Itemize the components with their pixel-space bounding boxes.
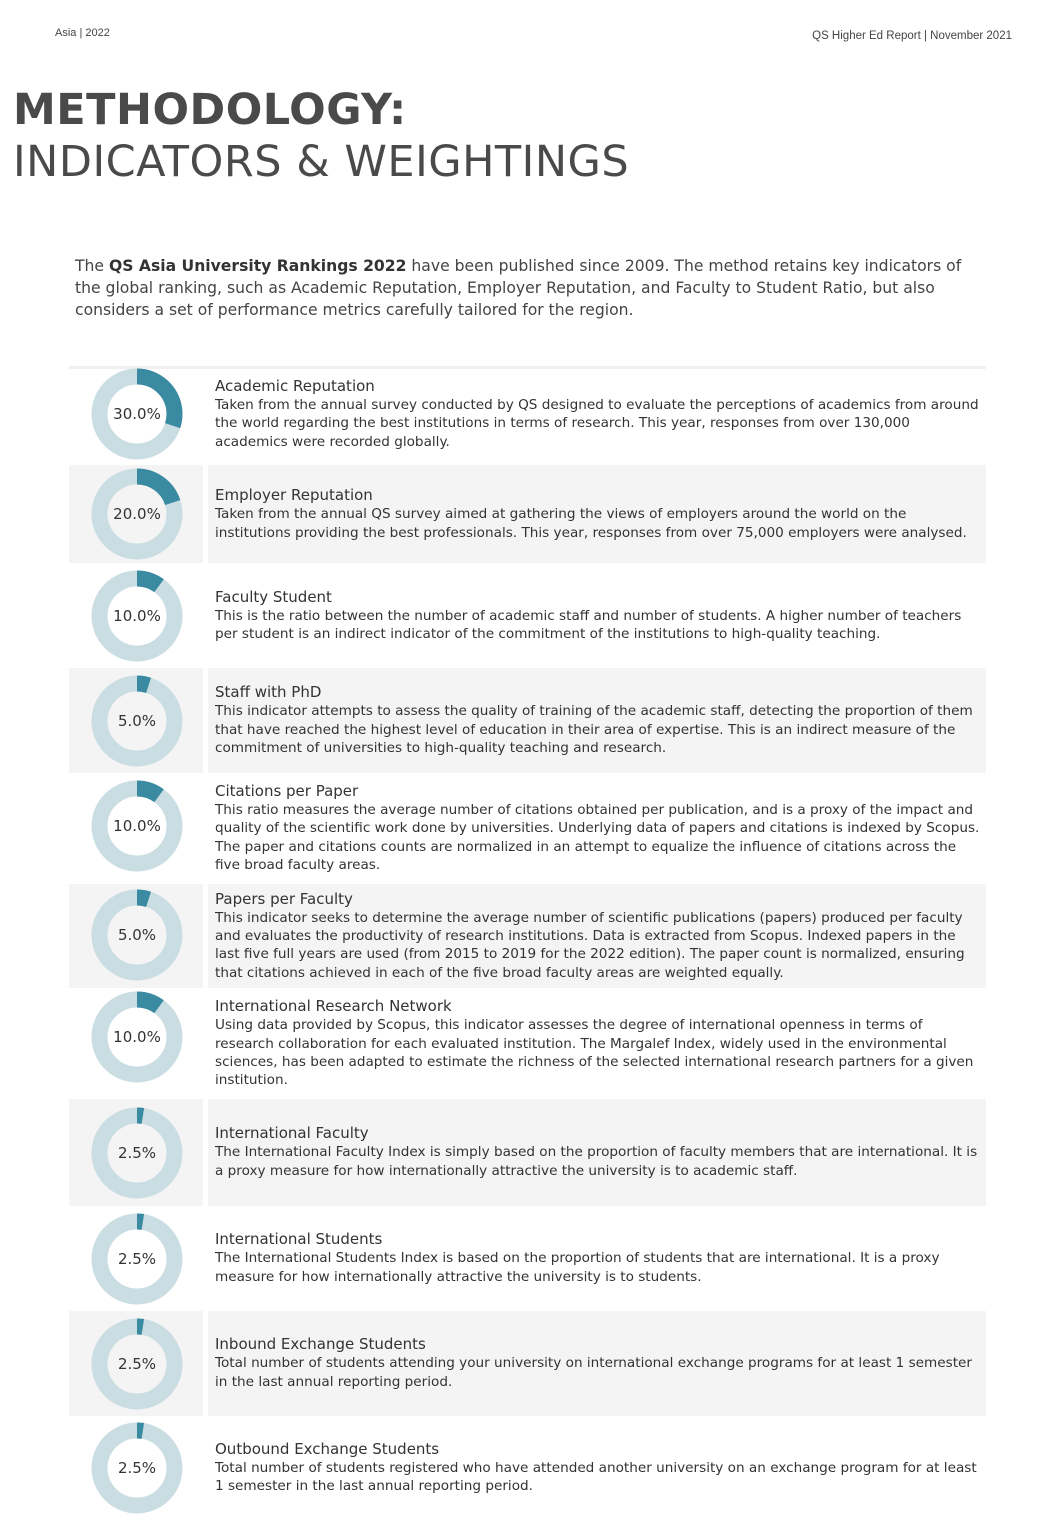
weight-cell <box>69 668 203 773</box>
indicator-row <box>69 1209 986 1308</box>
indicator-row <box>69 465 986 563</box>
weight-donut <box>91 780 183 872</box>
intro-text-post: have been published since 2009. The method retains key indicators of the global ranking, such as Academic Reputation, Employer Reputation, and Faculty to Student Ratio, but also considers a set of performance metrics carefully tailored for the region. <box>75 257 962 319</box>
indicator-row <box>69 1099 986 1206</box>
weight-percent-label: 20.0% <box>113 505 161 523</box>
weight-donut <box>91 1213 183 1305</box>
weight-percent-label: 10.0% <box>113 607 161 625</box>
indicator-row <box>69 884 986 989</box>
weight-percent-label: 2.5% <box>117 1143 157 1162</box>
indicator-text: This indicator attempts to assess the quality of training of the academic staff, detecting the proportion of them that have reached the highest level of education in their area of expertise. This is an indirect measure of the commitment of universities to high-quality teaching and research. <box>215 703 973 757</box>
indicator-title: Employer Reputation <box>215 486 373 505</box>
indicator-title: International Research Network <box>215 997 452 1016</box>
weight-donut <box>91 1318 183 1410</box>
indicator-title: Papers per Faculty <box>215 889 353 908</box>
weight-cell <box>69 1099 203 1206</box>
indicator-title: Inbound Exchange Students <box>215 1335 426 1354</box>
weight-cell <box>69 1209 203 1308</box>
weight-percent-label: 2.5% <box>117 1354 157 1373</box>
indicator-title: International Students <box>215 1230 383 1249</box>
indicator-title: Citations per Paper <box>215 782 359 800</box>
weight-cell <box>69 1419 203 1517</box>
indicator-row <box>69 366 986 462</box>
indicator-description-cell <box>208 1209 986 1308</box>
indicator-description-cell <box>208 991 986 1096</box>
weight-donut <box>91 1107 183 1199</box>
weight-donut <box>91 991 183 1083</box>
indicator-text: Using data provided by Scopus, this indicator assesses the degree of international openness in terms of research collaboration for each evaluated institution. The Margalef Index, widely used in the environmental sciences, has been adapted to estimate the richness of the selected international research partners for a given institution. <box>215 1017 974 1089</box>
indicator-text: Total number of students attending your university on international exchange programs for at least 1 semester in the last annual reporting period. <box>215 1355 973 1390</box>
indicators-table <box>69 366 986 1520</box>
weight-cell <box>69 884 203 989</box>
weight-percent-label: 5.0% <box>117 925 157 944</box>
weight-percent-label: 10.0% <box>113 817 161 835</box>
indicator-description-cell <box>208 566 986 665</box>
weight-cell <box>69 366 203 462</box>
indicator-description-cell <box>208 465 986 563</box>
weight-percent-label: 5.0% <box>117 712 157 730</box>
indicator-description-cell <box>208 1419 986 1517</box>
indicator-text: Taken from the annual survey conducted by QS designed to evaluate the perceptions of academics from around the world regarding the best institutions in terms of research. This year, responses from over 130,000 academics were recorded globally. <box>215 396 979 450</box>
indicator-description-cell <box>208 1099 986 1206</box>
indicator-text: The International Students Index is based on the proportion of students that are international. It is a proxy measure for how internationally attractive the university is to students. <box>215 1250 940 1285</box>
weight-percent-label: 2.5% <box>117 1249 157 1268</box>
indicator-description-cell <box>208 776 986 881</box>
indicator-row <box>69 668 986 773</box>
weight-donut <box>91 675 183 767</box>
indicator-row <box>69 991 986 1096</box>
page-title-line1: METHODOLOGY: <box>13 85 407 135</box>
indicator-row <box>69 1311 986 1416</box>
weight-donut <box>91 1422 183 1514</box>
weight-percent-label: 30.0% <box>113 405 161 423</box>
indicator-text: This indicator seeks to determine the average number of scientific publications (papers) produced per faculty and evaluates the productivity of research institutions. Data is extracted from Scopus. Indexed papers in the last five full years are used (from 2015 to 2019 for the 2022 edition). The paper count is normalized, ensuring that citations achieved in each of the five broad faculty areas are weighted equally. <box>215 909 965 981</box>
weight-cell <box>69 1311 203 1416</box>
header-report-name: QS Higher Ed Report | November 2021 <box>812 30 1012 42</box>
indicator-title: International Faculty <box>215 1124 369 1143</box>
indicator-description-cell <box>208 366 986 462</box>
indicator-description-cell <box>208 668 986 773</box>
indicator-title: Faculty Student <box>215 587 332 606</box>
weight-donut <box>91 368 183 460</box>
indicator-title: Staff with PhD <box>215 683 322 702</box>
indicator-row <box>69 776 986 881</box>
weight-donut <box>91 468 183 560</box>
indicator-text: This is the ratio between the number of academic staff and number of students. A higher number of teachers per student is an indirect indicator of the commitment of the institutions to high-quality teaching. <box>215 607 962 642</box>
intro-text-pre: The <box>75 257 109 275</box>
weight-donut <box>91 889 183 981</box>
indicator-text: This ratio measures the average number of citations obtained per publication, and is a proxy of the impact and quality of the scientific work done by universities. Underlying data of papers and citations is indexed by Scopus. The paper and citations counts are normalized in an attempt to equalize the influence of citations across the five broad faculty areas. <box>215 802 980 874</box>
weight-cell <box>69 991 203 1096</box>
indicator-text: Total number of students registered who have attended another university on an exchange program for at least 1 semester in the last annual reporting period. <box>215 1459 977 1495</box>
weight-cell <box>69 566 203 665</box>
indicator-row <box>69 566 986 665</box>
indicator-row <box>69 1419 986 1517</box>
page-title-line2: INDICATORS & WEIGHTINGS <box>13 137 630 187</box>
intro-rankings-name: QS Asia University Rankings 2022 <box>108 257 407 275</box>
weight-cell <box>69 776 203 881</box>
weight-cell <box>69 465 203 563</box>
indicator-description-cell <box>208 884 986 989</box>
indicator-text: The International Faculty Index is simply based on the proportion of faculty members that are international. It is a proxy measure for how internationally attractive the university is to academic staff. <box>215 1144 978 1179</box>
header-region-year: Asia | 2022 <box>55 27 110 39</box>
weight-donut <box>91 570 183 662</box>
indicator-title: Academic Reputation <box>215 376 375 395</box>
indicator-description-cell <box>208 1311 986 1416</box>
indicator-title: Outbound Exchange Students <box>215 1439 440 1458</box>
weight-percent-label: 2.5% <box>117 1458 157 1477</box>
indicator-text: Taken from the annual QS survey aimed at gathering the views of employers around the world on the institutions providing the best professionals. This year, responses from over 75,000 employers were analysed. <box>215 506 967 541</box>
weight-percent-label: 10.0% <box>113 1028 161 1047</box>
intro-paragraph <box>75 255 975 321</box>
